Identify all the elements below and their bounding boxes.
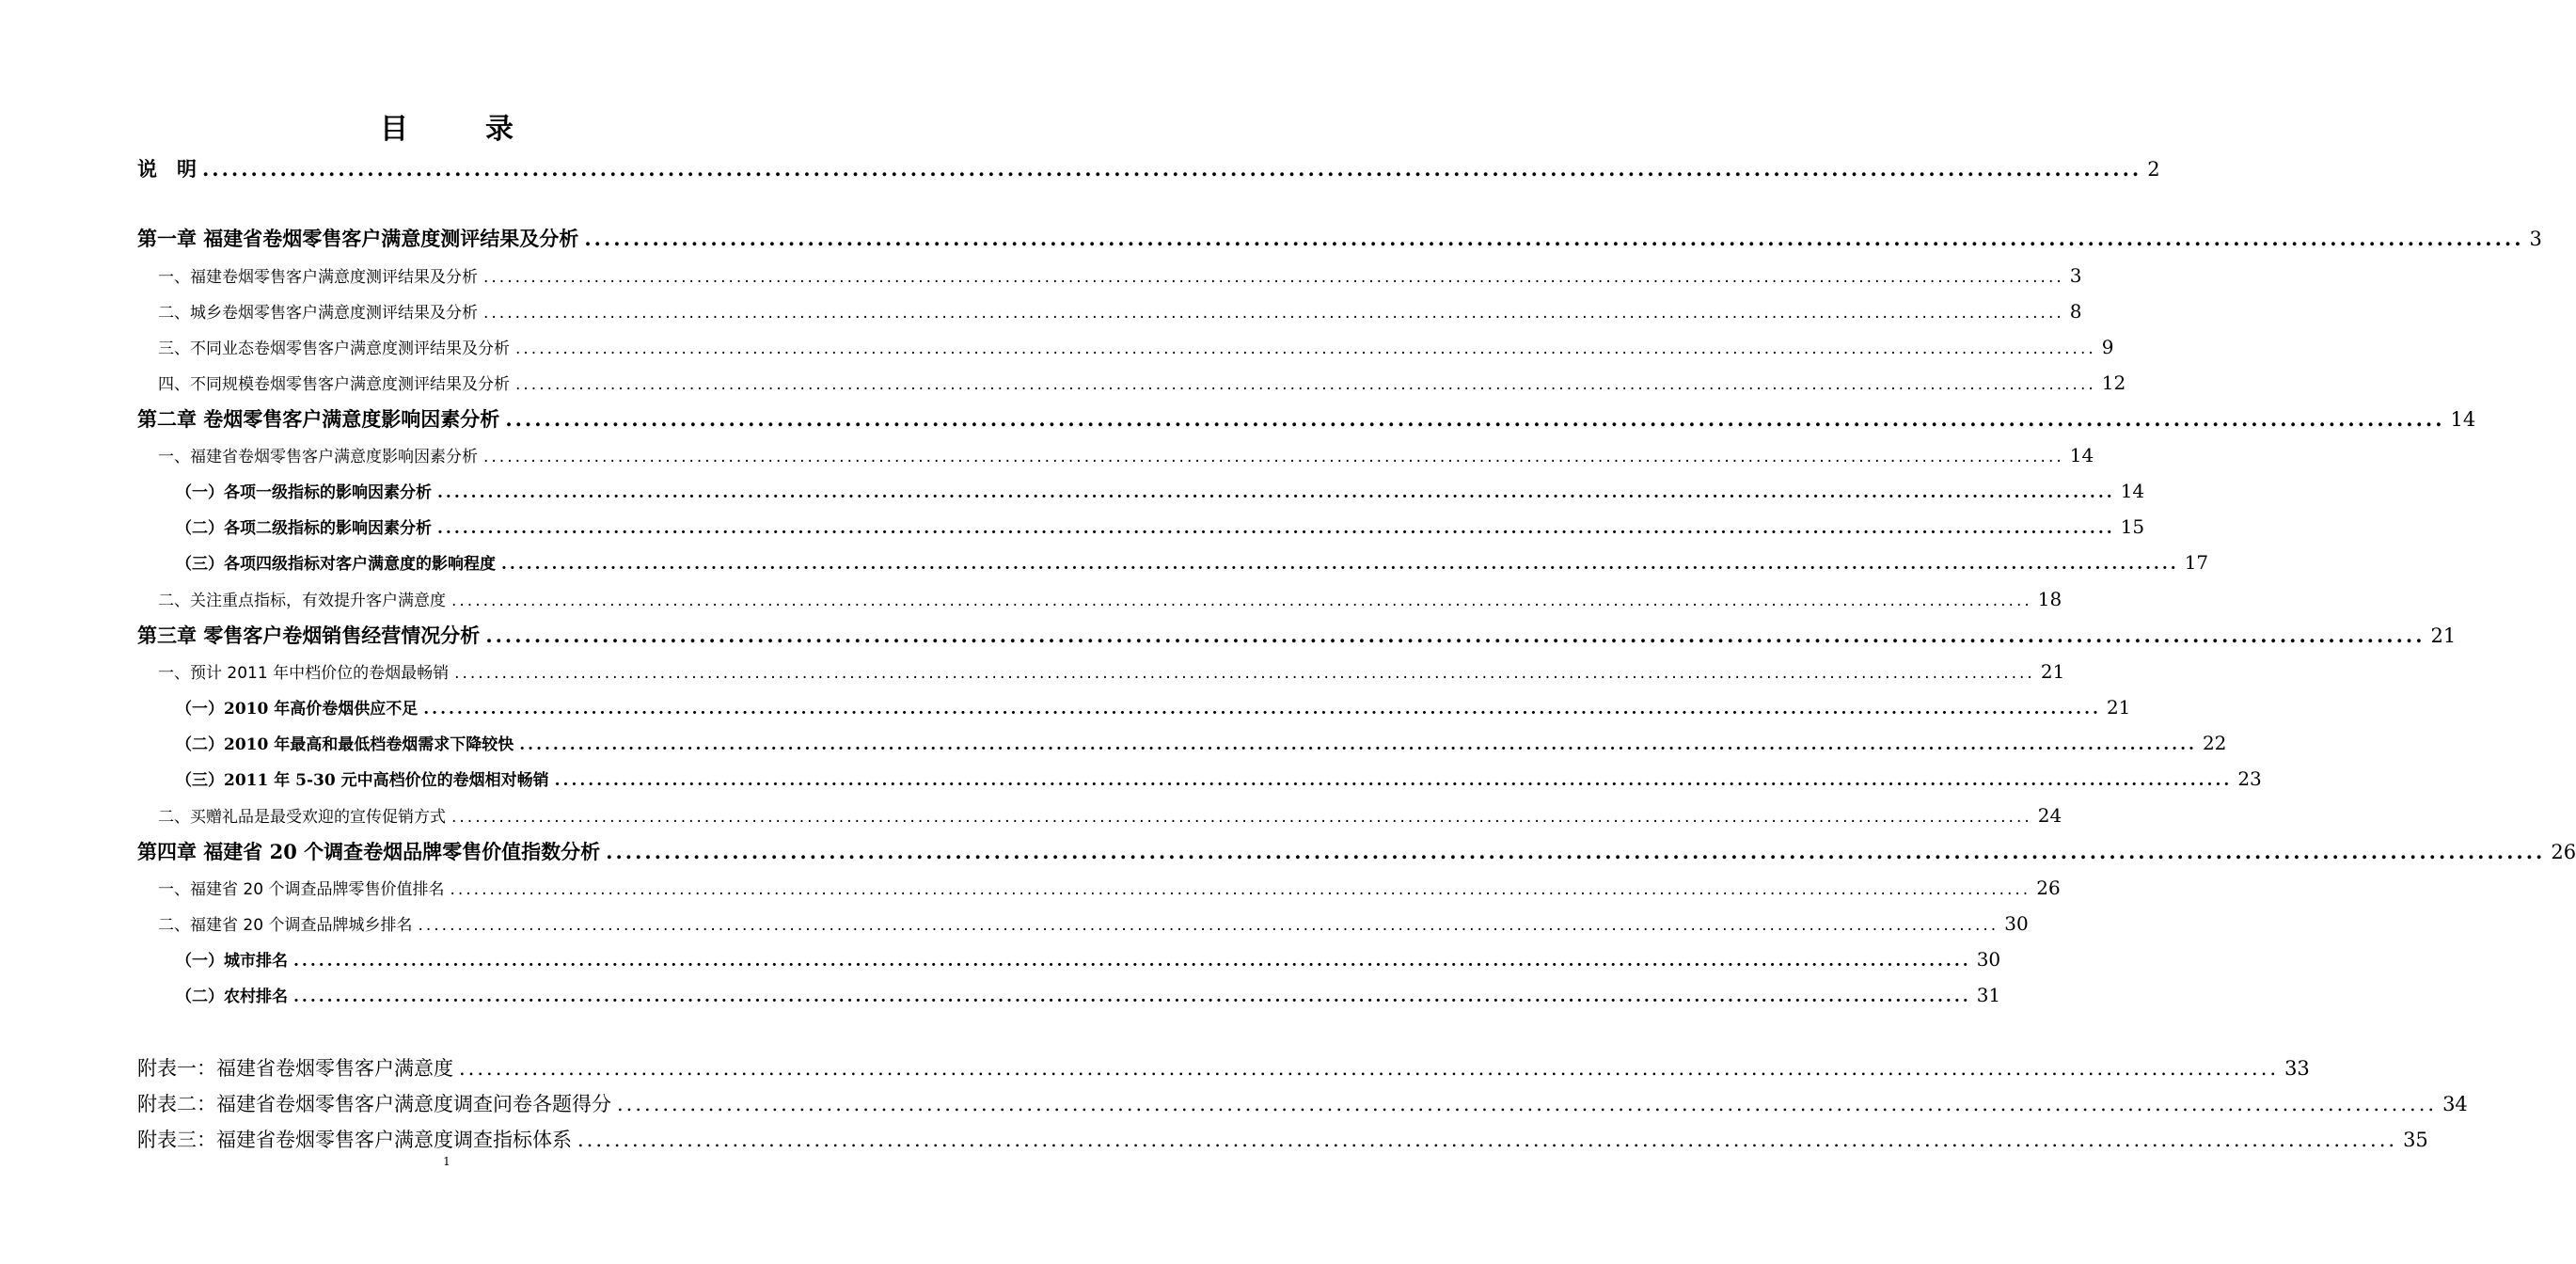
toc-entry-title: 一、福建卷烟零售客户满意度测评结果及分析 [158, 268, 478, 287]
toc-leader-dots: ........................................................................................................................................................................................................ [483, 448, 2064, 466]
toc-page-number: 26 [2551, 841, 2576, 863]
toc-page-number: 14 [2450, 408, 2476, 431]
toc-leader-dots: ........................................................................................................................................................................................................ [450, 880, 2031, 899]
toc-leader-dots: ........................................................................................................................................................................................................ [584, 227, 2524, 250]
toc-page-number: 34 [2442, 1093, 2468, 1115]
toc-page-number: 2 [2147, 158, 2160, 181]
toc-entry-chapter-2[interactable] [137, 404, 2476, 433]
toc-page-number: 18 [2037, 588, 2062, 610]
toc-leader-dots: ........................................................................................................................................................................................................ [483, 268, 2064, 287]
toc-leader-dots: ........................................................................................................................................................................................................ [505, 407, 2445, 431]
toc-page-number: 17 [2184, 551, 2209, 574]
toc-page-number: 26 [2036, 877, 2061, 899]
toc-page-number: 3 [2069, 264, 2082, 287]
toc-entry-title: 一、福建省卷烟零售客户满意度影响因素分析 [158, 448, 478, 466]
toc-entry-intro[interactable] [137, 154, 2160, 182]
toc-leader-dots: ........................................................................................................................................................................................................ [515, 340, 2096, 358]
toc-leader-dots: ........................................................................................................................................................................................................ [554, 771, 2233, 790]
toc-entry-sub-4-2-1[interactable] [176, 947, 2001, 971]
toc-leader-dots: ........................................................................................................................................................................................................ [485, 624, 2426, 647]
toc-entry-title: 四、不同规模卷烟零售客户满意度测评结果及分析 [158, 375, 510, 394]
toc-leader-dots: ........................................................................................................................................................................................................ [501, 555, 2179, 574]
toc-leader-dots: ........................................................................................................................................................................................................ [519, 735, 2197, 754]
toc-leader-dots: ........................................................................................................................................................................................................ [577, 1129, 2398, 1151]
toc-entry-title: （三）各项四级指标对客户满意度的影响程度 [176, 555, 496, 574]
toc-leader-dots: ........................................................................................................................................................................................................ [451, 592, 2032, 610]
toc-page-number: 33 [2284, 1057, 2310, 1080]
toc-entry-appendix-1[interactable] [137, 1053, 2310, 1082]
toc-entry-section-4-1[interactable] [158, 876, 2061, 899]
toc-entry-title: 二、城乡卷烟零售客户满意度测评结果及分析 [158, 304, 478, 323]
toc-page-number: 30 [1976, 948, 2001, 971]
toc-entry-title: 第二章 卷烟零售客户满意度影响因素分析 [137, 407, 500, 431]
toc-entry-section-1-1[interactable] [158, 263, 2082, 287]
toc-entry-chapter-3[interactable] [137, 621, 2457, 649]
toc-entry-title: （二）农村排名 [176, 988, 288, 1006]
toc-entry-title: 说 明 [137, 157, 197, 181]
toc-entry-section-3-1[interactable] [158, 659, 2065, 683]
toc-page-number: 22 [2202, 732, 2227, 754]
toc-page-number: 24 [2037, 804, 2062, 827]
toc-leader-dots: ........................................................................................................................................................................................................ [293, 952, 1971, 971]
toc-page-number: 21 [2430, 624, 2457, 647]
toc-entry-title: 二、福建省 20 个调查品牌城乡排名 [158, 916, 413, 935]
toc-entry-title: 第四章 福建省 20 个调查卷烟品牌零售价值指数分析 [137, 840, 601, 863]
footer-page-number: 1 [443, 1155, 450, 1168]
toc-page-number: 21 [2106, 696, 2131, 719]
toc-leader-dots: ........................................................................................................................................................................................................ [293, 988, 1971, 1006]
toc-entry-section-2-2[interactable] [158, 587, 2062, 610]
toc-leader-dots: ........................................................................................................................................................................................................ [617, 1093, 2438, 1115]
toc-entry-title: （二）2010 年最高和最低档卷烟需求下降较快 [176, 735, 514, 754]
toc-entry-section-1-2[interactable] [158, 299, 2082, 323]
toc-leader-dots: ........................................................................................................................................................................................................ [418, 916, 1999, 935]
toc-leader-dots: ........................................................................................................................................................................................................ [437, 483, 2115, 502]
toc-entry-title: （三）2011 年 5-30 元中高档价位的卷烟相对畅销 [176, 771, 549, 790]
toc-page-number: 23 [2237, 767, 2262, 790]
toc-entry-section-3-2[interactable] [158, 803, 2062, 827]
toc-leader-dots: ........................................................................................................................................................................................................ [459, 1057, 2280, 1080]
toc-entry-sub-3-1-1[interactable] [176, 695, 2131, 719]
toc-page-number: 9 [2101, 336, 2114, 358]
toc-entry-section-2-1[interactable] [158, 443, 2094, 466]
toc-entry-appendix-3[interactable] [137, 1125, 2428, 1153]
toc-leader-dots: ........................................................................................................................................................................................................ [454, 664, 2035, 683]
toc-entry-chapter-4[interactable] [137, 837, 2576, 865]
toc-entry-sub-4-2-2[interactable] [176, 983, 2001, 1006]
page-title: 目 录 [380, 113, 538, 146]
toc-page-number: 14 [2069, 444, 2094, 466]
toc-page-number: 14 [2120, 480, 2145, 502]
toc-entry-chapter-1[interactable] [137, 224, 2542, 252]
toc-entry-sub-3-1-2[interactable] [176, 731, 2227, 754]
toc-entry-title: 一、预计 2011 年中档价位的卷烟最畅销 [158, 664, 450, 683]
toc-page-number: 12 [2101, 371, 2126, 394]
toc-page-number: 30 [2004, 912, 2029, 935]
toc-entry-title: （一）各项一级指标的影响因素分析 [176, 483, 432, 502]
toc-entry-title: 第一章 福建省卷烟零售客户满意度测评结果及分析 [137, 227, 579, 250]
toc-entry-title: 第三章 零售客户卷烟销售经营情况分析 [137, 624, 481, 647]
toc-page-number: 31 [1976, 984, 2001, 1006]
toc-entry-sub-2-1-2[interactable] [176, 514, 2145, 538]
toc-page-number: 3 [2529, 228, 2542, 250]
toc-entry-title: （二）各项二级指标的影响因素分析 [176, 519, 432, 538]
toc-page-number: 15 [2120, 515, 2145, 538]
toc-leader-dots: ........................................................................................................................................................................................................ [202, 157, 2142, 181]
toc-page-number: 8 [2069, 300, 2082, 323]
toc-leader-dots: ........................................................................................................................................................................................................ [451, 808, 2032, 827]
toc-leader-dots: ........................................................................................................................................................................................................ [515, 375, 2096, 394]
toc-entry-title: 三、不同业态卷烟零售客户满意度测评结果及分析 [158, 340, 510, 358]
toc-leader-dots: ........................................................................................................................................................................................................ [423, 700, 2101, 719]
toc-page-number: 21 [2040, 660, 2065, 683]
toc-entry-title: 二、关注重点指标，有效提升客户满意度 [158, 592, 446, 610]
toc-entry-sub-3-1-3[interactable] [176, 766, 2262, 790]
toc-leader-dots: ........................................................................................................................................................................................................ [606, 840, 2546, 863]
toc-entry-section-1-4[interactable] [158, 371, 2126, 394]
toc-entry-title: （一）2010 年高价卷烟供应不足 [176, 700, 419, 719]
toc-entry-title: 附表三：福建省卷烟零售客户满意度调查指标体系 [137, 1129, 572, 1151]
toc-entry-title: 附表一：福建省卷烟零售客户满意度 [137, 1057, 453, 1080]
toc-entry-section-1-3[interactable] [158, 335, 2114, 358]
toc-leader-dots: ........................................................................................................................................................................................................ [437, 519, 2115, 538]
toc-entry-title: 二、买赠礼品是最受欢迎的宣传促销方式 [158, 808, 446, 827]
toc-entry-title: 一、福建省 20 个调查品牌零售价值排名 [158, 880, 445, 899]
toc-entry-title: （一）城市排名 [176, 952, 288, 971]
toc-page-number: 35 [2403, 1129, 2428, 1151]
toc-leader-dots: ........................................................................................................................................................................................................ [483, 304, 2064, 323]
toc-entry-sub-2-1-3[interactable] [176, 550, 2209, 574]
toc-entry-appendix-2[interactable] [137, 1089, 2468, 1117]
toc-entry-title: 附表二：福建省卷烟零售客户满意度调查问卷各题得分 [137, 1093, 611, 1115]
toc-entry-section-4-2[interactable] [158, 911, 2029, 935]
toc-entry-sub-2-1-1[interactable] [176, 479, 2145, 502]
